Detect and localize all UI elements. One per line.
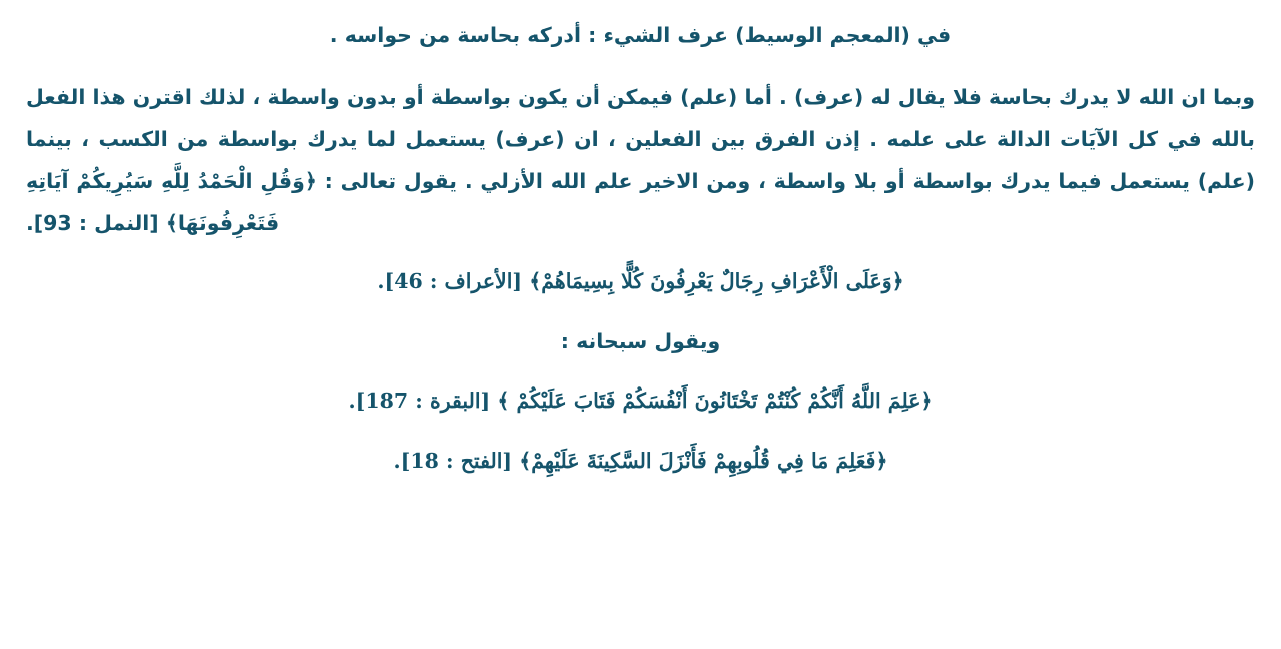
- paragraph-verse-fath: ﴿فَعَلِمَ مَا فِي قُلُوبِهِمْ فَأَنْزَلَ السَّكِينَةَ عَلَيْهِمْ﴾ [الفتح : 18].: [393, 449, 888, 474]
- paragraph-explanation: وبما ان الله لا يدرك بحاسة فلا يقال له (عرف) . أما (علم) فيمكن أن يكون بواسطة أو بدون واسطة ، لذلك اقترن هذا الفعل بالله في كل الآيَات الدالة على علمه . إذن الفرق بين الفعلين ، ان (عرف) يستعمل لما يدرك بواسطة من الكسب ، بينما (علم) يستعمل فيما يدرك بواسطة أو بلا واسطة ، ومن الاخير علم الله الأزلي . يقول تعالى : ﴿وَقُلِ الْحَمْدُ لِلَّهِ سَيُرِيكُمْ آيَاتِهِ فَتَعْرِفُونَهَا﴾ [النمل : 93].: [26, 85, 1255, 236]
- paragraph-verse-baqara: ﴿عَلِمَ اللَّهُ أَنَّكُمْ كُنْتُمْ تَخْتَانُونَ أَنْفُسَكُمْ فَتَابَ عَلَيْكُمْ ﴾ [البقرة : 187].: [348, 389, 933, 414]
- paragraph-definition: في (المعجم الوسيط) عرف الشيء : أدركه بحاسة من حواسه .: [329, 23, 952, 47]
- paragraph-verse-araf: ﴿وَعَلَى الْأَعْرَافِ رِجَالٌ يَعْرِفُونَ كُلًّا بِسِيمَاهُمْ﴾ [الأعراف : 46].: [377, 269, 904, 294]
- paragraph-transition: ويقول سبحانه :: [560, 329, 721, 354]
